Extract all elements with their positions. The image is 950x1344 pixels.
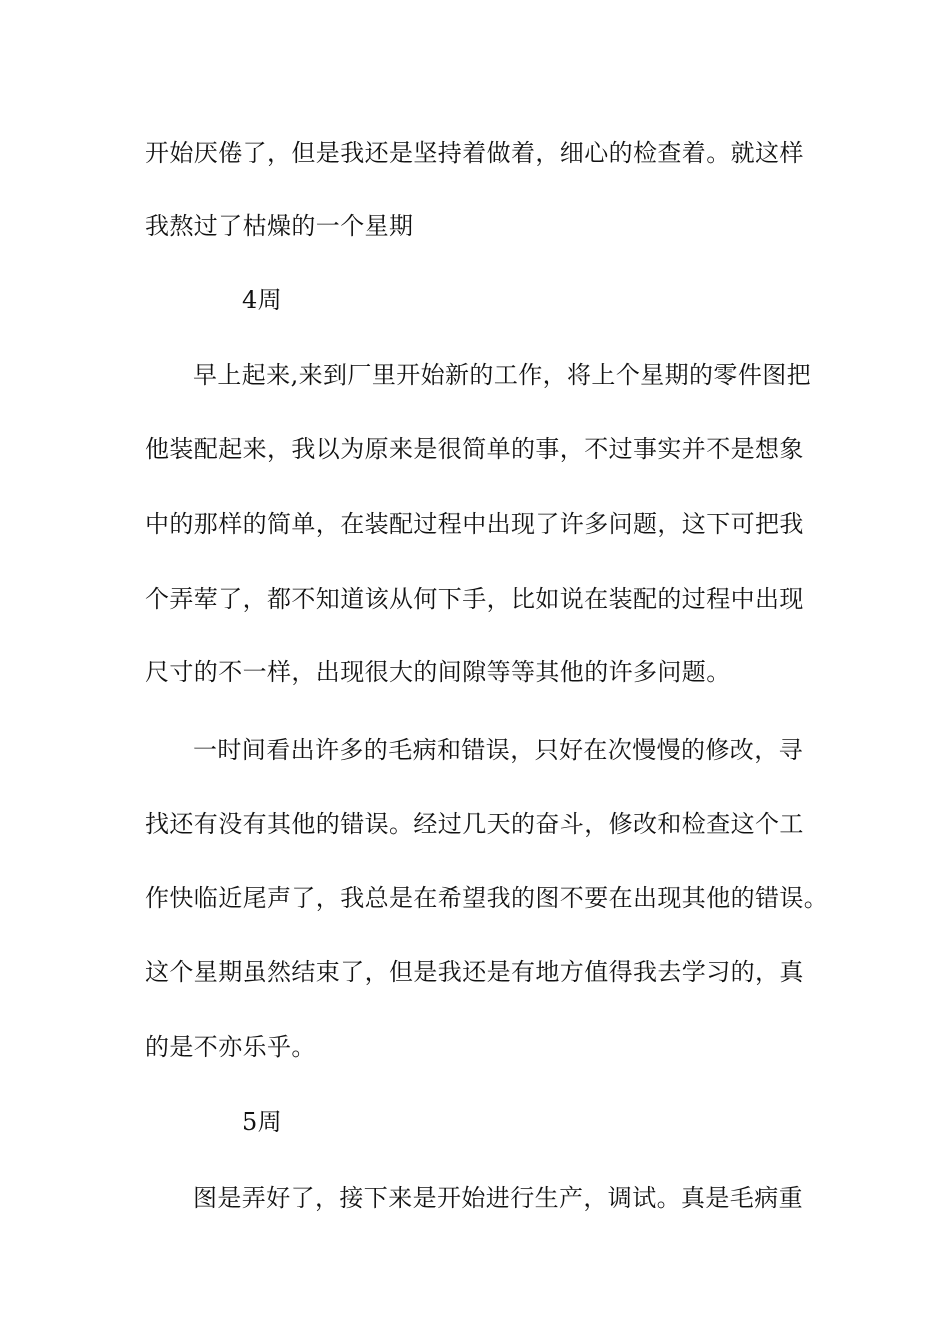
paragraph-line: 图是弄好了，接下来是开始进行生产，调试。真是毛病重 xyxy=(193,1184,803,1212)
paragraph-line: 尺寸的不一样，出现很大的间隙等等其他的许多问题。 xyxy=(145,658,731,686)
paragraph-line: 这个星期虽然结束了，但是我还是有地方值得我去学习的，真 xyxy=(145,958,804,986)
paragraph-line: 的是不亦乐乎。 xyxy=(145,1033,316,1061)
paragraph-line: 早上起来,来到厂里开始新的工作，将上个星期的零件图把 xyxy=(193,361,812,389)
paragraph-line: 一时间看出许多的毛病和错误，只好在次慢慢的修改，寻 xyxy=(193,736,803,764)
paragraph-line: 我熬过了枯燥的一个星期 xyxy=(145,212,414,240)
week-heading: 5周 xyxy=(242,1108,283,1136)
paragraph-line: 中的那样的简单，在装配过程中出现了许多问题，这下可把我 xyxy=(145,510,804,538)
paragraph-line: 他装配起来，我以为原来是很简单的事，不过事实并不是想象 xyxy=(145,435,804,463)
week-heading: 4周 xyxy=(242,286,283,314)
paragraph-line: 找还有没有其他的错误。经过几天的奋斗，修改和检查这个工 xyxy=(145,810,804,838)
paragraph-line: 个弄荤了，都不知道该从何下手，比如说在装配的过程中出现 xyxy=(145,585,804,613)
paragraph-line: 作快临近尾声了，我总是在希望我的图不要在出现其他的错误。 xyxy=(145,884,829,912)
paragraph-line: 开始厌倦了，但是我还是坚持着做着，细心的检查着。就这样 xyxy=(145,139,804,167)
